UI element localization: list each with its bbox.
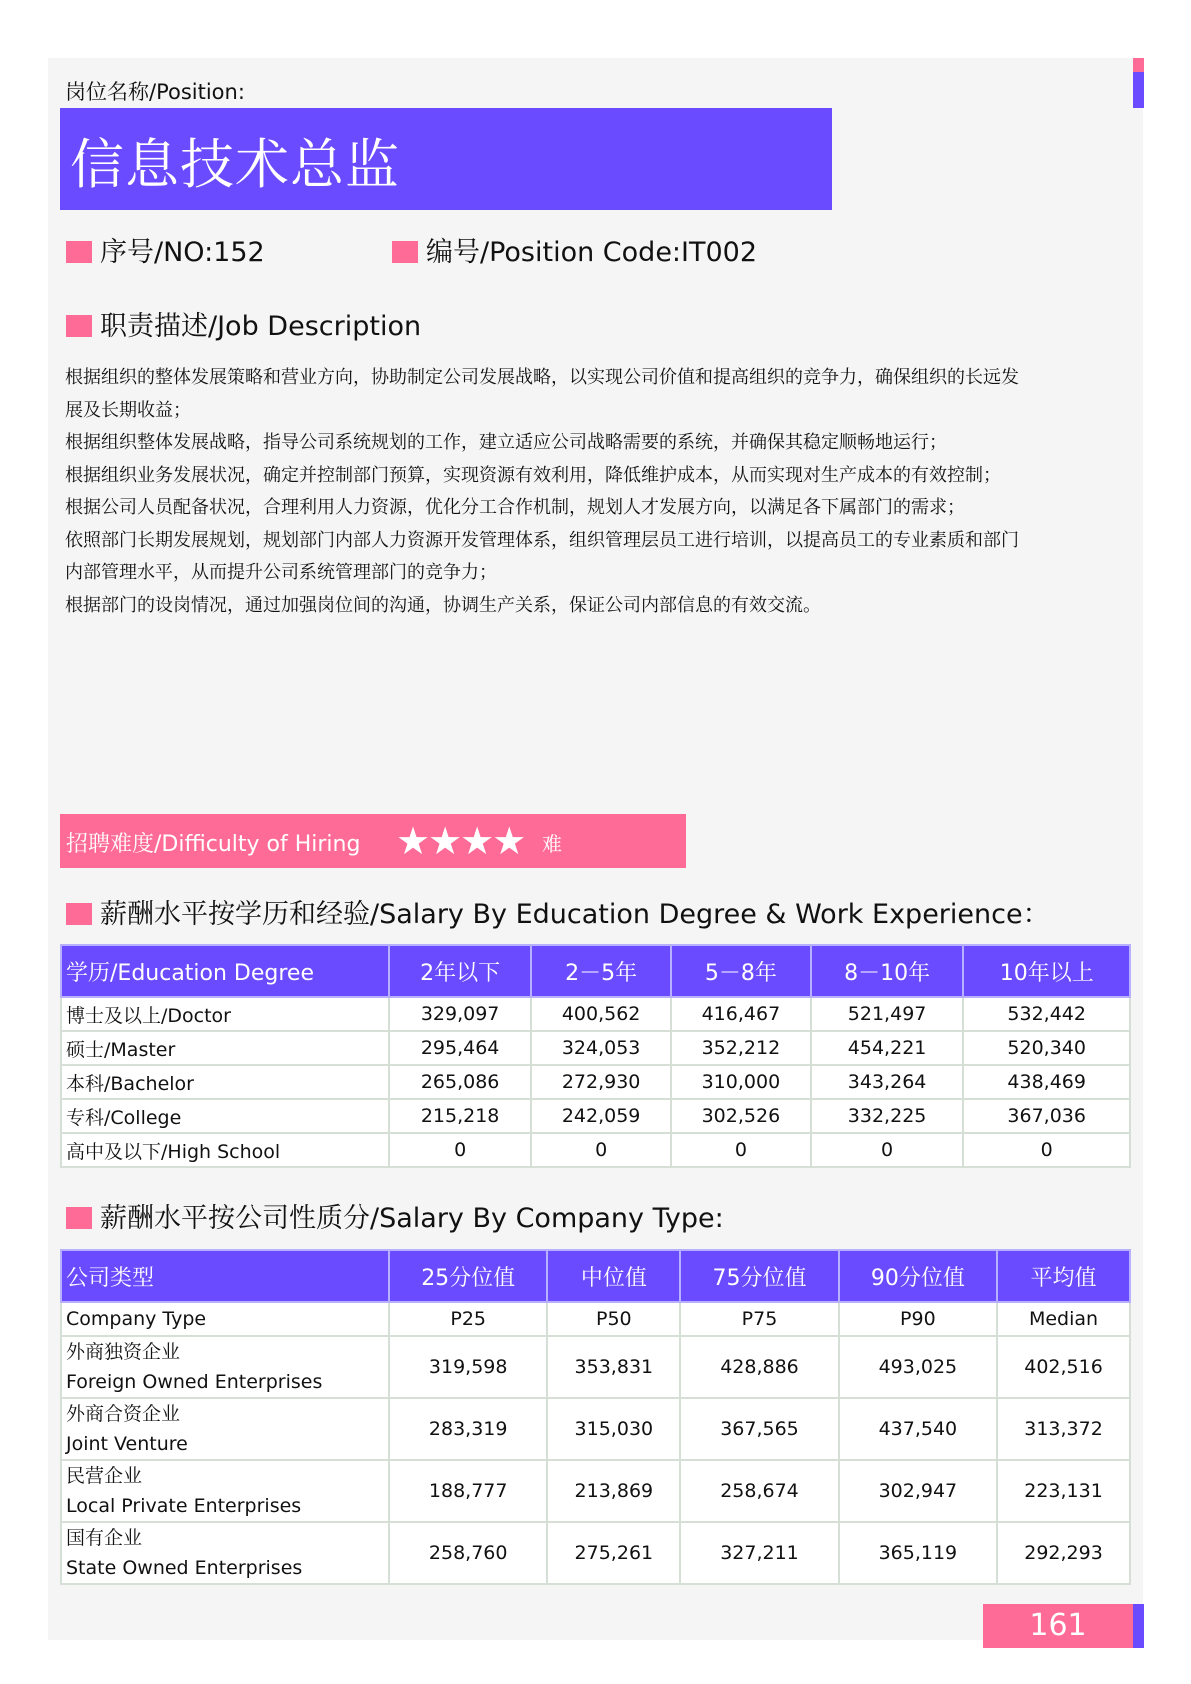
salary-education-table [60, 944, 1131, 1168]
table-cell: 310,000 [671, 1065, 811, 1099]
table-cell: 329,097 [389, 997, 531, 1031]
row-label: 本科/Bachelor [61, 1065, 389, 1099]
difficulty-level: 难 [542, 832, 562, 856]
column-header: 5－8年 [671, 945, 811, 997]
table-cell: 258,674 [680, 1460, 838, 1522]
table-cell: 0 [963, 1133, 1130, 1167]
table-cell: 416,467 [671, 997, 811, 1031]
subheader-cell: Company Type [61, 1302, 389, 1336]
hiring-difficulty-banner [60, 814, 686, 868]
bullet-square-icon [66, 241, 92, 263]
table-cell: 0 [811, 1133, 964, 1167]
column-header: 75分位值 [680, 1250, 838, 1302]
corner-accent-pink [1133, 58, 1144, 72]
description-line: 展及长期收益； [65, 399, 191, 421]
column-header: 学历/Education Degree [61, 945, 389, 997]
table-cell: 367,036 [963, 1099, 1130, 1133]
table-cell: 532,442 [963, 997, 1130, 1031]
table-cell: 365,119 [839, 1522, 997, 1584]
description-line: 内部管理水平，从而提升公司系统管理部门的竞争力； [65, 562, 497, 583]
table-cell: 295,464 [389, 1031, 531, 1065]
table-cell: 520,340 [963, 1031, 1130, 1065]
company-type-cn: 国有企业 [66, 1527, 143, 1549]
column-header: 25分位值 [389, 1250, 547, 1302]
company-type-cn: 外商合资企业 [66, 1403, 181, 1425]
company-type-cn: 外商独资企业 [66, 1341, 181, 1363]
table-cell: 367,565 [680, 1398, 838, 1460]
table-cell: 324,053 [531, 1031, 671, 1065]
row-label: 博士及以上/Doctor [61, 997, 389, 1031]
description-line: 根据组织的整体发展策略和营业方向，协助制定公司发展战略，以实现公司价值和提高组织的竞争力，确保组织的长远发 [65, 367, 1019, 388]
table-cell: 242,059 [531, 1099, 671, 1133]
row-label: 高中及以下/High School [61, 1133, 389, 1167]
table-cell: 272,930 [531, 1065, 671, 1099]
table-cell: 313,372 [997, 1398, 1130, 1460]
table-cell: 188,777 [389, 1460, 547, 1522]
column-header: 中位值 [547, 1250, 680, 1302]
table-cell: 327,211 [680, 1522, 838, 1584]
column-header: 10年以上 [963, 945, 1130, 997]
column-header: 2年以下 [389, 945, 531, 997]
company-type-en: Joint Venture [66, 1433, 188, 1455]
column-header: 8－10年 [811, 945, 964, 997]
table-header-row [61, 945, 1130, 997]
table-cell: 0 [531, 1133, 671, 1167]
column-header: 90分位值 [839, 1250, 997, 1302]
bullet-square-icon [66, 1207, 92, 1229]
table-cell: 283,319 [389, 1398, 547, 1460]
subheader-cell: P25 [389, 1302, 547, 1336]
company-type-en: Local Private Enterprises [66, 1495, 302, 1517]
bullet-square-icon [66, 315, 92, 337]
table-cell: 402,516 [997, 1336, 1130, 1398]
job-description-heading-text: 职责描述/Job Description [100, 311, 422, 342]
description-line: 根据组织业务发展状况，确定并控制部门预算，实现资源有效利用，降低维护成本，从而实现对生产成本的有效控制； [65, 464, 1001, 486]
table-cell: 400,562 [531, 997, 671, 1031]
table-cell: 437,540 [839, 1398, 997, 1460]
table-cell: 302,947 [839, 1460, 997, 1522]
salary-education-heading [66, 892, 1050, 931]
column-header: 2－5年 [531, 945, 671, 997]
position-code-text: 编号/Position Code:IT002 [426, 237, 758, 268]
table-row [61, 1460, 1130, 1522]
table-cell: 215,218 [389, 1099, 531, 1133]
table-cell: 265,086 [389, 1065, 531, 1099]
table-cell: 213,869 [547, 1460, 680, 1522]
row-label: 专科/College [61, 1099, 389, 1133]
page-number: 161 [1029, 1608, 1087, 1643]
description-line: 根据公司人员配备状况，合理利用人力资源，优化分工合作机制，规划人才发展方向，以满足各下属部门的需求； [65, 497, 965, 518]
position-code [392, 230, 757, 269]
table-row [61, 1336, 1130, 1398]
job-description-body [65, 362, 1135, 622]
table-header-row [61, 1250, 1130, 1302]
table-row [61, 1522, 1130, 1584]
table-cell: 438,469 [963, 1065, 1130, 1099]
difficulty-label: 招聘难度/Difficulty of Hiring [66, 832, 361, 857]
table-cell: 353,831 [547, 1336, 680, 1398]
table-row [61, 1133, 1130, 1167]
table-cell: 319,598 [389, 1336, 547, 1398]
table-row [61, 1065, 1130, 1099]
position-label: 岗位名称/Position: [65, 80, 245, 104]
page-number-accent [1133, 1604, 1144, 1648]
company-type-cn: 民营企业 [66, 1465, 143, 1487]
company-type-label [61, 1522, 389, 1584]
column-header: 公司类型 [61, 1250, 389, 1302]
company-type-en: Foreign Owned Enterprises [66, 1371, 323, 1393]
row-label: 硕士/Master [61, 1031, 389, 1065]
salary-company-heading [66, 1196, 724, 1235]
description-line: 根据组织整体发展战略，指导公司系统规划的工作，建立适应公司战略需要的系统，并确保其稳定顺畅地运行； [65, 432, 947, 453]
table-cell: 352,212 [671, 1031, 811, 1065]
star-rating-icon: ★★★★ [396, 819, 525, 863]
table-subheader-row [61, 1302, 1130, 1336]
table-cell: 258,760 [389, 1522, 547, 1584]
table-cell: 332,225 [811, 1099, 964, 1133]
company-type-en: State Owned Enterprises [66, 1557, 303, 1579]
table-cell: 428,886 [680, 1336, 838, 1398]
subheader-cell: P50 [547, 1302, 680, 1336]
company-type-label [61, 1336, 389, 1398]
table-cell: 493,025 [839, 1336, 997, 1398]
subheader-cell: P90 [839, 1302, 997, 1336]
table-row [61, 1398, 1130, 1460]
company-type-label [61, 1398, 389, 1460]
table-cell: 292,293 [997, 1522, 1130, 1584]
table-cell: 343,264 [811, 1065, 964, 1099]
table-cell: 315,030 [547, 1398, 680, 1460]
subheader-cell: P75 [680, 1302, 838, 1336]
table-cell: 521,497 [811, 997, 964, 1031]
corner-accent-purple [1133, 72, 1144, 108]
description-line: 依照部门长期发展规划，规划部门内部人力资源开发管理体系，组织管理层员工进行培训，以提高员工的专业素质和部门 [65, 529, 1019, 551]
table-cell: 454,221 [811, 1031, 964, 1065]
table-cell: 302,526 [671, 1099, 811, 1133]
salary-company-table [60, 1249, 1131, 1585]
table-cell: 223,131 [997, 1460, 1130, 1522]
salary-company-heading-text: 薪酬水平按公司性质分/Salary By Company Type: [100, 1203, 724, 1234]
subheader-cell: Median [997, 1302, 1130, 1336]
salary-education-heading-text: 薪酬水平按学历和经验/Salary By Education Degree & Work Experience： [100, 899, 1050, 930]
bullet-square-icon [392, 241, 418, 263]
table-cell: 0 [671, 1133, 811, 1167]
table-row [61, 997, 1130, 1031]
job-description-heading [66, 304, 421, 343]
table-cell: 275,261 [547, 1522, 680, 1584]
position-title: 信息技术总监 [70, 133, 400, 196]
bullet-square-icon [66, 903, 92, 925]
table-row [61, 1099, 1130, 1133]
description-line: 根据部门的设岗情况，通过加强岗位间的沟通，协调生产关系，保证公司内部信息的有效交流。 [65, 594, 821, 616]
column-header: 平均值 [997, 1250, 1130, 1302]
serial-number-text: 序号/NO:152 [100, 237, 265, 268]
table-row [61, 1031, 1130, 1065]
table-cell: 0 [389, 1133, 531, 1167]
serial-number [66, 230, 265, 269]
company-type-label [61, 1460, 389, 1522]
